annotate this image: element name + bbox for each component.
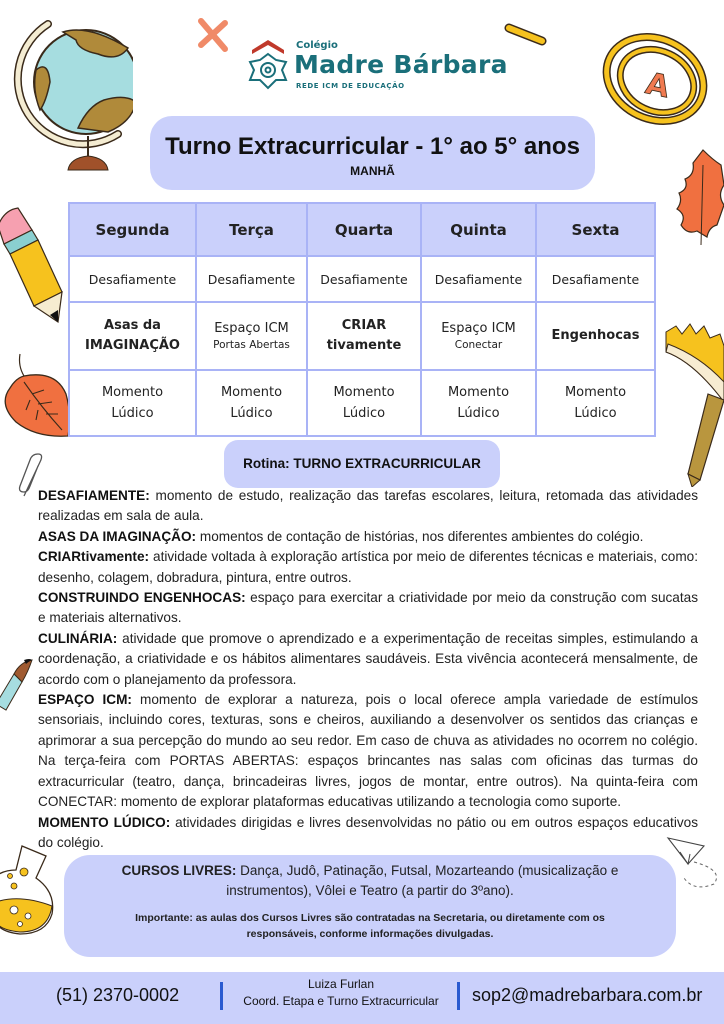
- table-cell: [421, 370, 536, 436]
- table-cell: Desafiamente: [421, 256, 536, 302]
- oak-leaf-icon: [673, 145, 724, 255]
- description-term: MOMENTO LÚDICO:: [38, 814, 171, 830]
- cell-line: Engenhocas: [551, 328, 640, 343]
- cell-line: Momento: [101, 385, 164, 400]
- day-header-quinta: Quinta: [421, 203, 536, 256]
- table-row: [69, 370, 655, 436]
- cell-line: Momento: [333, 385, 395, 400]
- description-term: CONSTRUINDO ENGENHOCAS:: [38, 590, 246, 606]
- courses-term: CURSOS LIVRES:: [121, 863, 237, 878]
- description-item: [38, 813, 698, 854]
- description-term: ESPAÇO ICM:: [38, 692, 132, 708]
- day-header-terca: Terça: [196, 203, 307, 256]
- globe-icon: [8, 10, 133, 175]
- courses-panel: [64, 855, 676, 957]
- footer-divider: [457, 982, 460, 1010]
- footer-coordinator: [226, 976, 456, 1010]
- svg-text:A: A: [642, 66, 673, 106]
- description-text: momentos de contação de histórias, nos diferentes ambientes do colégio.: [196, 528, 644, 544]
- footer-email[interactable]: sop2@madrebarbara.com.br: [472, 985, 703, 1005]
- table-cell: [69, 370, 196, 436]
- page-title: Turno Extracurricular - 1° ao 5° anos: [165, 133, 580, 160]
- logo-main-text: Madre Bárbara: [294, 50, 508, 79]
- cell-line: Lúdico: [230, 406, 273, 421]
- table-cell: [536, 370, 655, 436]
- table-cell: [421, 302, 536, 370]
- coordinator-role: Coord. Etapa e Turno Extracurricular: [243, 994, 439, 1008]
- table-cell: [196, 370, 307, 436]
- table-cell: [307, 302, 421, 370]
- footer-phone[interactable]: (51) 2370-0002: [56, 985, 180, 1005]
- description-item: [38, 527, 698, 547]
- courses-important-note: Importante: as aulas dos Cursos Livres são contratadas na Secretaria, ou diretamente com os responsáveis, conforme informações divulgadas.: [135, 912, 605, 940]
- description-item: [38, 588, 698, 629]
- table-cell: Desafiamente: [196, 256, 307, 302]
- day-header-quarta: Quarta: [307, 203, 421, 256]
- cell-line: Espaço ICM: [441, 321, 516, 336]
- dash-icon: [503, 22, 548, 48]
- cell-line: IMAGINAÇÃO: [85, 338, 180, 353]
- description-text: atividades dirigidas e livres desenvolvidas no pátio ou em outros espaços educativos do colégio.: [38, 814, 698, 850]
- day-header-segunda: Segunda: [69, 203, 196, 256]
- logo-small-text: Colégio: [296, 40, 338, 51]
- description-text: espaço para exercitar a criatividade por meio da construção com sucatas e materiais alternativos.: [38, 590, 698, 626]
- table-cell: [307, 370, 421, 436]
- cell-line: CRIAR: [341, 318, 387, 333]
- paintbrush-crayon-icon: [664, 322, 724, 487]
- cell-subline: Conectar: [454, 339, 503, 351]
- cross-icon: [193, 15, 233, 55]
- description-term: CULINÁRIA:: [38, 630, 118, 646]
- coordinator-name: Luiza Furlan: [307, 977, 375, 991]
- description-text: atividade voltada à exploração artística por meio de diferentes técnicas e materiais, como: desenho, colagem, dobradura, pintura, entre outros.: [38, 549, 698, 585]
- table-cell: [196, 302, 307, 370]
- description-item: [38, 690, 698, 812]
- cell-line: tivamente: [326, 338, 402, 353]
- circled-a-icon: [595, 25, 715, 130]
- schedule-table: [68, 202, 656, 437]
- courses-text: Dança, Judô, Patinação, Futsal, Mozarteando (musicalização e instrumentos), Vôlei e Teatro (a partir do 3ºano).: [226, 863, 619, 898]
- cell-line: Lúdico: [574, 406, 617, 421]
- logo-sub-text: REDE ICM DE EDUCAÇÃO: [296, 82, 405, 90]
- table-cell: Desafiamente: [536, 256, 655, 302]
- description-text: momento de estudo, realização das tarefas escolares, leitura, retomada das atividades realizadas em sala de aula.: [38, 488, 698, 524]
- cell-line: Lúdico: [342, 406, 386, 421]
- logo-emblem-icon: [246, 38, 290, 94]
- pencil-icon: [0, 200, 70, 325]
- description-text: momento de explorar a natureza, pois o local oferece ampla variedade de estímulos sensoriais, incluindo cores, texturas, sons e cheiros, auxiliando a desenvolver os sentidos das crianças e aprimorar a sua percepção do mundo ao seu redor. Em caso de chuva as atividades no ocorrem no colégio. Na terça-feira com PORTAS ABERTAS: espaços brincantes nas salas com oficinas das turmas do extracurricular (teatro, dança, brincadeiras livres, jogos de montar, entre outros). Na quinta-feira com CONECTAR: momento de explorar plataformas educativas utilizando a tecnologia como suporte.: [38, 692, 698, 810]
- activity-descriptions: [38, 486, 698, 853]
- cell-line: Lúdico: [111, 406, 154, 421]
- description-item: [38, 486, 698, 527]
- leaf-icon: [2, 352, 70, 438]
- description-item: [38, 547, 698, 588]
- cell-subline: Portas Abertas: [213, 339, 290, 351]
- footer-divider: [220, 982, 223, 1010]
- description-term: DESAFIAMENTE:: [38, 488, 150, 503]
- table-cell: Desafiamente: [69, 256, 196, 302]
- routine-heading: Rotina: TURNO EXTRACURRICULAR: [224, 440, 500, 488]
- cell-line: Lúdico: [457, 406, 500, 421]
- cell-line: Momento: [564, 385, 627, 400]
- cell-line: Momento: [220, 385, 283, 400]
- description-text: atividade que promove o aprendizado e a experimentação de receitas simples, estimulando a coordenação, a criatividade e os hábitos alimentares saudáveis. Esta vivência acontecerá mensalmente, de acordo com o planejamento da professora.: [38, 630, 698, 687]
- paint-brush-icon: [0, 652, 34, 712]
- day-header-sexta: Sexta: [536, 203, 655, 256]
- table-cell: [69, 302, 196, 370]
- flask-icon: [0, 842, 62, 936]
- table-header-row: [69, 203, 655, 256]
- table-cell: Desafiamente: [307, 256, 421, 302]
- page-subtitle: MANHÃ: [350, 164, 395, 178]
- table-row: [69, 256, 655, 302]
- cell-line: Momento: [447, 385, 510, 400]
- description-term: ASAS DA IMAGINAÇÃO:: [38, 528, 197, 544]
- description-item: [38, 629, 698, 690]
- table-cell: [536, 302, 655, 370]
- cell-line: Asas da: [104, 318, 161, 333]
- cell-line: Espaço ICM: [214, 321, 289, 336]
- description-term: CRIARtivamente:: [38, 549, 150, 565]
- table-row: [69, 302, 655, 370]
- title-panel: [150, 116, 595, 190]
- courses-list: [104, 861, 636, 901]
- school-logo: [246, 38, 508, 94]
